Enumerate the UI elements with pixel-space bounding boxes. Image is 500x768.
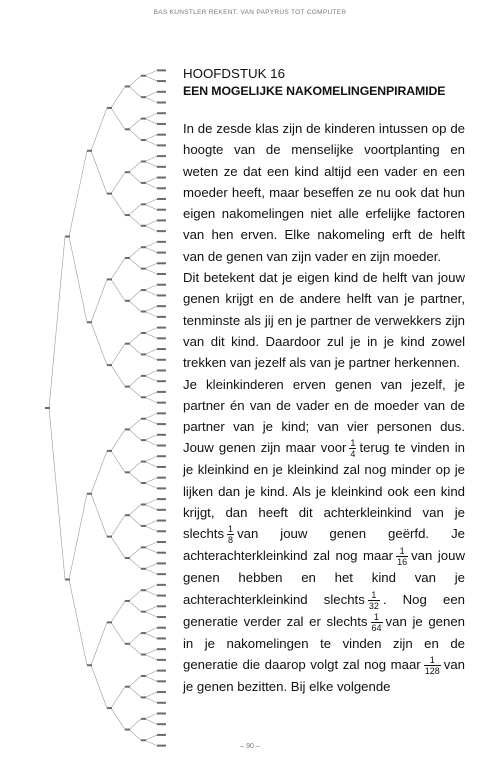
tree-branch xyxy=(69,237,87,323)
tree-node-label xyxy=(107,364,112,366)
tree-branch xyxy=(111,687,125,708)
tree-node-label xyxy=(157,605,166,607)
tree-node-label xyxy=(141,332,146,334)
tree-branch xyxy=(145,413,157,418)
tree-branch xyxy=(129,472,141,483)
tree-branch xyxy=(145,226,157,231)
fraction-denominator: 128 xyxy=(424,666,440,677)
tree-branch xyxy=(129,547,141,558)
tree-branch xyxy=(145,456,157,461)
tree-node-label xyxy=(141,246,146,248)
tree-branch xyxy=(145,199,157,204)
tree-branch xyxy=(49,408,65,580)
tree-node-label xyxy=(141,589,146,591)
tree-node-label xyxy=(125,600,130,602)
tree-branch xyxy=(145,247,157,252)
tree-branch xyxy=(145,204,157,209)
tree-branch xyxy=(145,119,157,124)
tree-node-label xyxy=(157,359,166,361)
tree-node-label xyxy=(141,375,146,377)
fraction-numerator: 1 xyxy=(228,524,234,535)
tree-node-label xyxy=(107,193,112,195)
tree-branch xyxy=(145,526,157,531)
tree-branch xyxy=(129,719,141,730)
tree-branch xyxy=(145,628,157,633)
tree-branch xyxy=(145,676,157,681)
tree-node-label xyxy=(157,155,166,157)
tree-branch xyxy=(69,151,87,237)
tree-branch xyxy=(111,108,125,129)
tree-branch xyxy=(129,633,141,644)
tree-branch xyxy=(145,713,157,718)
tree-node-label xyxy=(125,171,130,173)
fraction-denominator: 32 xyxy=(368,600,379,611)
tree-node-label xyxy=(141,160,146,162)
tree-branch xyxy=(129,419,141,430)
tree-branch xyxy=(145,547,157,552)
tree-branch xyxy=(145,70,157,75)
fraction-denominator: 64 xyxy=(371,622,382,633)
tree-node-label xyxy=(107,707,112,709)
fraction xyxy=(371,612,383,633)
tree-branch xyxy=(145,242,157,247)
paragraph-3 xyxy=(183,374,465,698)
paragraph-1: In de zesde klas zijn de kinderen intussen op de hoogte van de menselijke voortplanting en weten ze dat een kind altijd een vader en een moeder heeft, maar beseffen ze nu ook dat hun eigen nakomelingen niet alle erfelijke factoren van hen erven. Elke nakomeling erft de helft van de genen van zijn vader en zijn moeder. xyxy=(183,121,465,264)
tree-branch xyxy=(145,135,157,140)
tree-branch xyxy=(111,708,125,729)
tree-branch xyxy=(145,376,157,381)
text-run: van jouw genen geërfd. Je achterachterkleinkind zal nog maar xyxy=(183,526,465,564)
tree-branch xyxy=(145,633,157,638)
tree-node-label xyxy=(157,702,166,704)
tree-node-label xyxy=(157,273,166,275)
tree-node-label xyxy=(157,530,166,532)
text-run: Je kleinkinderen erven genen van jezelf, je partner én van de vader en de moeder van de partner van je kind; van vier personen dus. Jouw genen zijn maar voor xyxy=(183,376,465,456)
fraction-denominator: 8 xyxy=(228,535,234,546)
tree-node-label xyxy=(125,729,130,731)
tree-branch xyxy=(145,542,157,547)
tree-branch xyxy=(91,322,107,365)
tree-node-label xyxy=(157,123,166,125)
tree-node-label xyxy=(141,439,146,441)
tree-branch xyxy=(49,237,65,409)
chapter-number: HOOFDSTUK 16 xyxy=(183,66,285,81)
tree-branch xyxy=(111,279,125,300)
tree-node-label xyxy=(157,402,166,404)
tree-node-label xyxy=(157,445,166,447)
tree-node-label xyxy=(157,595,166,597)
tree-branch xyxy=(111,194,125,215)
tree-branch xyxy=(145,719,157,724)
tree-node-label xyxy=(87,150,92,152)
tree-branch xyxy=(145,563,157,568)
tree-node-label xyxy=(141,311,146,313)
tree-branch xyxy=(145,671,157,676)
tree-node-label xyxy=(125,471,130,473)
tree-node-label xyxy=(157,337,166,339)
tree-branch xyxy=(145,333,157,338)
tree-node-label xyxy=(125,128,130,130)
tree-node-label xyxy=(107,536,112,538)
tree-branch xyxy=(145,590,157,595)
tree-branch xyxy=(145,606,157,611)
tree-node-label xyxy=(141,568,146,570)
tree-node-label xyxy=(157,680,166,682)
fraction xyxy=(424,655,441,676)
tree-node-label xyxy=(157,198,166,200)
tree-branch xyxy=(129,376,141,387)
tree-node-label xyxy=(157,230,166,232)
tree-node-label xyxy=(141,75,146,77)
tree-node-label xyxy=(141,96,146,98)
tree-branch xyxy=(129,601,141,612)
tree-branch xyxy=(145,435,157,440)
fraction-numerator: 1 xyxy=(350,438,356,449)
tree-branch xyxy=(145,328,157,333)
tree-node-label xyxy=(141,118,146,120)
tree-node-label xyxy=(125,428,130,430)
tree-node-label xyxy=(125,643,130,645)
tree-branch xyxy=(91,151,107,194)
tree-branch xyxy=(145,269,157,274)
tree-node-label xyxy=(87,321,92,323)
fraction-numerator: 1 xyxy=(368,590,380,601)
fraction xyxy=(368,590,380,611)
tree-branch xyxy=(129,161,141,172)
tree-branch xyxy=(129,644,141,655)
tree-node-label xyxy=(141,611,146,613)
tree-branch xyxy=(145,161,157,166)
tree-node-label xyxy=(141,396,146,398)
tree-branch xyxy=(91,665,107,708)
tree-node-label xyxy=(125,85,130,87)
tree-node-label xyxy=(157,616,166,618)
tree-branch xyxy=(111,537,125,558)
tree-branch xyxy=(129,247,141,258)
fraction xyxy=(396,546,408,567)
tree-branch xyxy=(145,419,157,424)
tree-branch xyxy=(129,429,141,440)
tree-node-label xyxy=(141,268,146,270)
tree-branch xyxy=(129,462,141,473)
tree-node-label xyxy=(157,316,166,318)
tree-branch xyxy=(145,397,157,402)
tree-branch xyxy=(145,392,157,397)
tree-branch xyxy=(129,687,141,698)
text-run: van jouw genen hebben en het kind van je achterachterkleinkind slechts xyxy=(183,548,465,607)
tree-node-label xyxy=(125,300,130,302)
tree-node-label xyxy=(125,257,130,259)
fraction-numerator: 1 xyxy=(371,612,383,623)
tree-node-label xyxy=(125,514,130,516)
tree-branch xyxy=(91,451,107,494)
tree-branch xyxy=(129,119,141,130)
tree-branch xyxy=(129,676,141,687)
tree-branch xyxy=(129,558,141,569)
tree-node-label xyxy=(141,525,146,527)
tree-node-label xyxy=(45,407,50,409)
tree-node-label xyxy=(157,498,166,500)
tree-node-label xyxy=(157,541,166,543)
tree-branch xyxy=(145,290,157,295)
tree-branch xyxy=(145,140,157,145)
tree-branch xyxy=(145,440,157,445)
tree-branch xyxy=(91,494,107,537)
tree-branch xyxy=(145,697,157,702)
paragraph-2: Dit betekent dat je eigen kind de helft van jouw genen krijgt en de andere helft van je partner, tenminste als jij en je partner de verwekkers zijn van dit kind. Daardoor zul je in je kind zowel trekken van jezelf als van je partner herkennen. xyxy=(183,270,465,371)
tree-node-label xyxy=(141,289,146,291)
tree-node-label xyxy=(157,102,166,104)
tree-branch xyxy=(145,178,157,183)
fraction-denominator: 16 xyxy=(397,557,408,568)
tree-branch xyxy=(111,601,125,622)
tree-branch xyxy=(91,279,107,322)
tree-node-label xyxy=(157,691,166,693)
tree-branch xyxy=(145,349,157,354)
text-run: . Nog een generatie verder zal er slechts xyxy=(183,591,466,629)
tree-branch xyxy=(111,172,125,193)
tree-node-label xyxy=(157,584,166,586)
running-header: BAS KUNSTLER REKENT. VAN PAPYRUS TOT COMPUTER xyxy=(153,9,347,16)
tree-node-label xyxy=(157,573,166,575)
tree-branch xyxy=(129,215,141,226)
tree-node-label xyxy=(157,627,166,629)
chapter-content xyxy=(183,65,465,697)
tree-branch xyxy=(145,156,157,161)
tree-branch xyxy=(145,370,157,375)
fraction-denominator: 4 xyxy=(350,449,356,460)
tree-branch xyxy=(145,585,157,590)
tree-node-label xyxy=(157,262,166,264)
tree-branch xyxy=(111,622,125,643)
tree-node-label xyxy=(65,579,70,581)
tree-branch xyxy=(111,365,125,386)
tree-node-label xyxy=(87,493,92,495)
tree-node-label xyxy=(157,69,166,71)
tree-branch xyxy=(145,612,157,617)
tree-branch xyxy=(145,478,157,483)
tree-branch xyxy=(111,515,125,536)
tree-node-label xyxy=(157,562,166,564)
tree-node-label xyxy=(157,455,166,457)
tree-node-label xyxy=(157,659,166,661)
tree-node-label xyxy=(157,648,166,650)
tree-branch xyxy=(111,429,125,450)
tree-node-label xyxy=(157,91,166,93)
tree-node-label xyxy=(157,284,166,286)
tree-branch xyxy=(111,86,125,107)
tree-node-label xyxy=(141,739,146,741)
fraction-numerator: 1 xyxy=(424,655,441,666)
tree-node-label xyxy=(141,632,146,634)
tree-node-label xyxy=(157,209,166,211)
tree-node-label xyxy=(65,236,70,238)
tree-branch xyxy=(145,92,157,97)
tree-node-label xyxy=(157,391,166,393)
tree-branch xyxy=(145,306,157,311)
tree-node-label xyxy=(157,466,166,468)
tree-branch xyxy=(91,108,107,151)
tree-node-label xyxy=(107,621,112,623)
tree-branch xyxy=(145,569,157,574)
tree-node-label xyxy=(157,723,166,725)
text-run: van je genen in je nakomelingen te vinden zijn en de generatie die daarop volgt zal nog maar xyxy=(183,613,466,673)
tree-branch xyxy=(145,285,157,290)
tree-node-label xyxy=(141,353,146,355)
tree-branch xyxy=(91,622,107,665)
tree-branch xyxy=(129,204,141,215)
tree-node-label xyxy=(157,166,166,168)
tree-node-label xyxy=(157,177,166,179)
fraction xyxy=(227,524,234,545)
tree-branch xyxy=(145,655,157,660)
tree-branch xyxy=(145,354,157,359)
tree-branch xyxy=(145,97,157,102)
tree-branch xyxy=(129,76,141,87)
tree-branch xyxy=(145,183,157,188)
fraction-numerator: 1 xyxy=(396,546,408,557)
tree-node-label xyxy=(141,139,146,141)
tree-node-label xyxy=(125,557,130,559)
tree-node-label xyxy=(157,712,166,714)
tree-branch xyxy=(145,263,157,268)
tree-branch xyxy=(129,172,141,183)
tree-branch xyxy=(111,344,125,365)
tree-branch xyxy=(145,504,157,509)
tree-node-label xyxy=(157,144,166,146)
tree-node-label xyxy=(157,369,166,371)
chapter-body xyxy=(183,118,465,697)
tree-branch xyxy=(129,129,141,140)
tree-node-label xyxy=(157,520,166,522)
tree-branch xyxy=(145,76,157,81)
tree-node-label xyxy=(125,686,130,688)
tree-branch xyxy=(129,258,141,269)
tree-node-label xyxy=(157,305,166,307)
tree-node-label xyxy=(157,134,166,136)
tree-node-label xyxy=(157,552,166,554)
tree-branch xyxy=(145,735,157,740)
tree-branch xyxy=(129,387,141,398)
tree-node-label xyxy=(141,418,146,420)
tree-branch xyxy=(129,590,141,601)
tree-branch xyxy=(129,504,141,515)
chapter-title: EEN MOGELIJKE NAKOMELINGENPIRAMIDE xyxy=(183,84,446,98)
tree-node-label xyxy=(141,461,146,463)
tree-node-label xyxy=(157,412,166,414)
tree-node-label xyxy=(157,670,166,672)
tree-node-label xyxy=(107,450,112,452)
tree-node-label xyxy=(125,214,130,216)
tree-node-label xyxy=(141,225,146,227)
tree-node-label xyxy=(141,696,146,698)
tree-branch xyxy=(145,113,157,118)
tree-branch xyxy=(145,462,157,467)
tree-node-label xyxy=(141,546,146,548)
tree-node-label xyxy=(87,664,92,666)
tree-node-label xyxy=(157,252,166,254)
tree-branch xyxy=(129,730,141,741)
tree-node-label xyxy=(157,348,166,350)
tree-node-label xyxy=(125,343,130,345)
tree-node-label xyxy=(141,482,146,484)
tree-node-label xyxy=(157,477,166,479)
tree-node-label xyxy=(157,187,166,189)
tree-branch xyxy=(145,649,157,654)
tree-branch xyxy=(145,521,157,526)
tree-node-label xyxy=(107,107,112,109)
tree-node-label xyxy=(157,380,166,382)
tree-branch xyxy=(129,344,141,355)
tree-node-label xyxy=(141,182,146,184)
page-number: – 90 – xyxy=(240,743,260,750)
tree-branch xyxy=(145,312,157,317)
tree-branch xyxy=(145,692,157,697)
tree-branch xyxy=(145,220,157,225)
tree-node-label xyxy=(157,487,166,489)
tree-branch xyxy=(69,580,87,666)
tree-node-label xyxy=(107,278,112,280)
tree-branch xyxy=(111,258,125,279)
tree-node-label xyxy=(125,386,130,388)
tree-branch xyxy=(129,333,141,344)
tree-branch xyxy=(111,451,125,472)
tree-branch xyxy=(145,499,157,504)
tree-node-label xyxy=(157,637,166,639)
text-run: van je genen bezitten. Bij elke volgende xyxy=(183,657,465,695)
tree-branch xyxy=(69,494,87,580)
tree-node-label xyxy=(157,219,166,221)
tree-branch xyxy=(129,515,141,526)
tree-node-label xyxy=(157,80,166,82)
tree-node-label xyxy=(157,294,166,296)
fraction xyxy=(349,438,356,459)
tree-node-label xyxy=(157,509,166,511)
tree-branch xyxy=(129,290,141,301)
tree-branch xyxy=(145,483,157,488)
descendants-tree-figure xyxy=(38,62,168,754)
tree-node-label xyxy=(157,734,166,736)
tree-node-label xyxy=(141,718,146,720)
tree-node-label xyxy=(141,503,146,505)
tree-branch xyxy=(129,86,141,97)
tree-node-label xyxy=(157,434,166,436)
tree-node-label xyxy=(141,675,146,677)
tree-node-label xyxy=(157,241,166,243)
tree-node-label xyxy=(141,203,146,205)
text-run: terug te vinden in je kleinkind en je kleinkind zal nog minder op je lijken dan je kind. Als je kleinkind ook een kind krijgt, dan heeft dit achterkleinkind van je slechts xyxy=(183,440,465,542)
tree-node-label xyxy=(157,112,166,114)
tree-node-label xyxy=(157,423,166,425)
tree-branch xyxy=(129,301,141,312)
tree-node-label xyxy=(157,327,166,329)
tree-node-label xyxy=(141,654,146,656)
